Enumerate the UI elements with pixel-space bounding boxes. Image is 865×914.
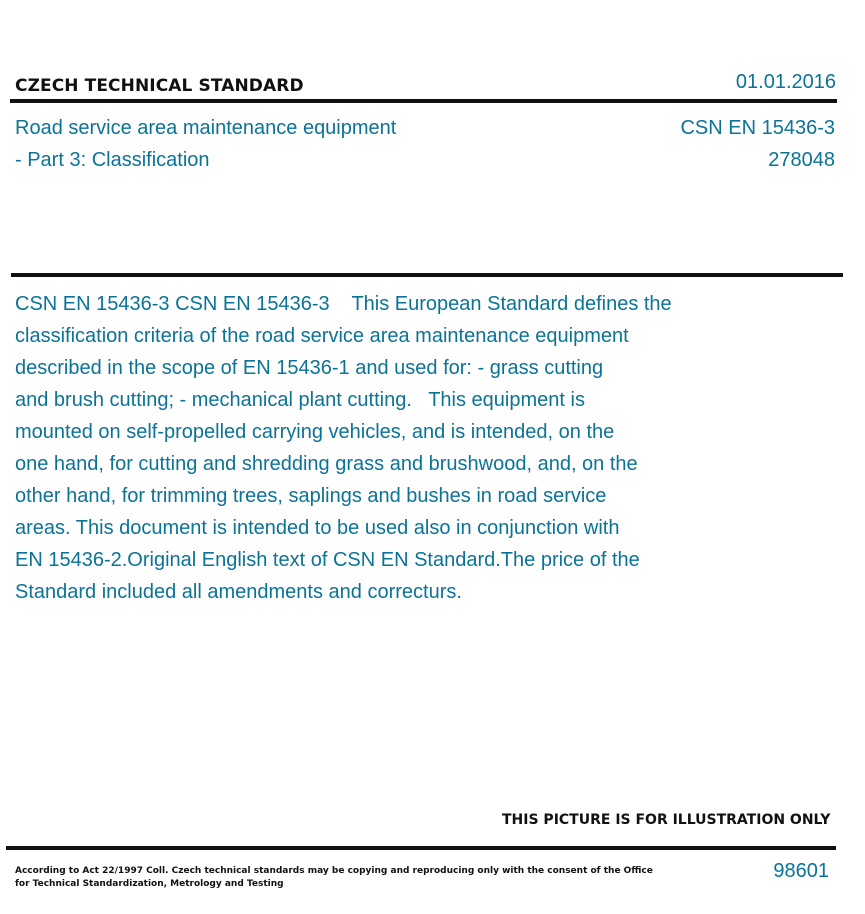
description-line: and brush cutting; - mechanical plant cutting. This equipment is — [15, 389, 585, 411]
description-text — [15, 288, 745, 608]
footer-divider — [6, 846, 836, 850]
legal-notice-line-2: for Technical Standardization, Metrology and Testing — [15, 879, 284, 889]
description-line: described in the scope of EN 15436-1 and used for: - grass cutting — [15, 357, 604, 379]
description-line: mounted on self-propelled carrying vehicles, and is intended, on the — [15, 421, 615, 443]
title-divider — [11, 273, 843, 277]
description-line: CSN EN 15436-3 CSN EN 15436-3 This European Standard defines the — [15, 293, 672, 315]
header-divider — [10, 99, 837, 103]
document-type-heading: CZECH TECHNICAL STANDARD — [15, 76, 304, 96]
legal-notice-line-1: According to Act 22/1997 Coll. Czech technical standards may be copying and reproducing only with the consent of the Office — [15, 866, 653, 876]
description-line: other hand, for trimming trees, saplings and bushes in road service — [15, 485, 607, 507]
description-line: EN 15436-2.Original English text of CSN EN Standard.The price of the — [15, 549, 640, 571]
standard-title-line-2: - Part 3: Classification — [15, 149, 210, 171]
description-line: areas. This document is intended to be used also in conjunction with — [15, 517, 620, 539]
document-number: 98601 — [773, 860, 829, 882]
catalog-number: 278048 — [768, 149, 835, 171]
description-line: Standard included all amendments and correcturs. — [15, 581, 462, 603]
description-line: one hand, for cutting and shredding grass and brushwood, and, on the — [15, 453, 638, 475]
publication-date: 01.01.2016 — [735, 71, 836, 93]
legal-notice — [15, 865, 653, 891]
description-line: classification criteria of the road service area maintenance equipment — [15, 325, 629, 347]
standard-title-line-1: Road service area maintenance equipment — [15, 117, 397, 139]
illustration-disclaimer: THIS PICTURE IS FOR ILLUSTRATION ONLY — [502, 812, 831, 828]
standard-code: CSN EN 15436-3 — [680, 117, 835, 139]
